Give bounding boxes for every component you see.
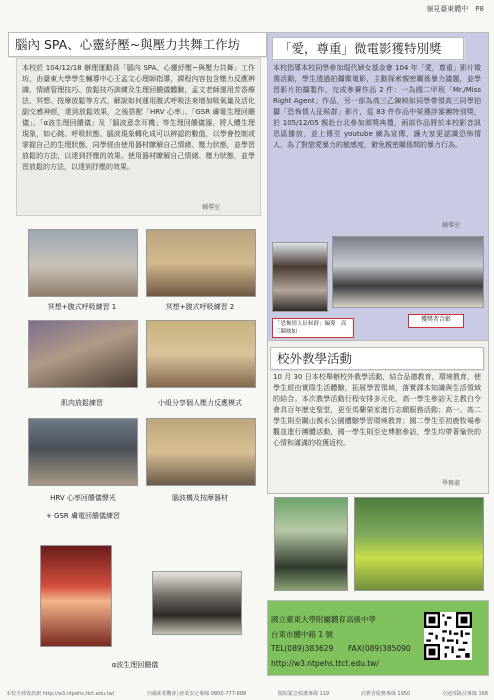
photo-breathing-2	[146, 229, 256, 297]
film-title: 「愛，尊重」微電影獲特別獎	[272, 37, 464, 60]
school-url[interactable]: http://w3.ntpehs.ttct.edu.tw/	[271, 659, 379, 668]
school-name: 國立臺東大學附屬體育高級中學	[271, 615, 376, 624]
workshop-text-box	[16, 58, 261, 216]
footer-traffic: 交通部路況專線 168	[441, 690, 488, 697]
photo-group-share	[146, 320, 256, 388]
photo-alpha-2	[152, 571, 242, 635]
caption-breathing-1: 冥想+腹式呼吸練習 1	[47, 303, 117, 311]
photo-hrv	[28, 418, 138, 486]
photo-brainwave	[146, 418, 256, 486]
caption-brainwave: 腦波機及按摩器材	[172, 494, 228, 502]
film-body: 本校指導本校同學參加現代婦女基金會 104 年「愛，尊重」影片徵選活動，學生透過拍攝微電影，主動探索親密關係暴力議題，並學習影片拍攝製作，完成參賽作品 2 件：一為國二甲班「Mr./Miss Right Agent」作品，另一部為高三乙陳映如同學帶領高三同學拍攝「恐怖情人征候群」影片，從 83 件作品中榮獲評審團特別獎，於 105/12/05 親赴台北參加頒獎典禮，兩部作品將於本校影音訊息區播放，並上傳至 youtube 廣為宣傳，讓大家更認識恐怖情人，為了對戀愛暴力的敏感度，避免親密關係間的暴力行為。	[273, 64, 481, 149]
photo-fieldtrip-1	[274, 497, 348, 591]
caption-group-share: 小組分享個人壓力反應模式	[158, 399, 242, 407]
photo-award-group	[332, 236, 484, 308]
workshop-author: 輔導室	[201, 204, 220, 211]
photo-fieldtrip-2	[354, 497, 484, 591]
footer-emergency: 醫院緊急救護專線 119	[277, 690, 330, 697]
photo-alpha-1	[40, 545, 112, 647]
photo-film-director	[272, 242, 328, 312]
caption-muscle-relax: 肌肉放鬆練習	[61, 399, 103, 407]
workshop-title: 腦內 SPA、心靈紓壓~與壓力共舞工作坊	[8, 32, 267, 57]
workshop-body: 本校於 104/12/18 辦理運動員「腦內 SPA、心靈紓壓~與壓力共舞」工作坊，由臺東大學學生輔導中心王孟文心理師指導，課程內容包含壓力反應辨識、情緒管理技巧、放鬆技巧訓練及生理回饋儀體驗，孟文老師運用芳香療法、冥想、按摩放鬆等方式，解說如何運用腹式呼吸法來增加吸氧量及活化副交感神經，達到放鬆效果，之後搭配「HRV 心率」、「GSR 膚電生理回饋儀」、「α波生理回饋儀」及「腦波意念耳機」等生理回饋儀器，將人體生理現象，如心跳、呼吸狀態、腦波現象轉化成可以辨認的數值，以學會控制或掌握自己的生理狀態，同學經由使用器材瞭解自己情緒、壓力狀態，並學習放鬆的方法，以達到抒壓的效果。使用器材瞭解自己情緒、壓力狀態，並學習放鬆的方法，以達到抒壓的效果。	[22, 64, 255, 171]
school-address: 台東市體中路 1 號	[271, 630, 334, 639]
caption-alpha: α波生理回饋儀	[111, 661, 159, 669]
qr-code-icon	[424, 612, 472, 660]
page-footer	[0, 686, 494, 700]
caption-gsr: + GSR 膚電回饋儀練習	[45, 512, 121, 520]
page-header: 嶺見臺東體中 P8	[426, 5, 484, 13]
caption-award-group: 獲獎者合影	[408, 314, 464, 328]
photo-breathing-1	[28, 229, 138, 297]
photo-muscle-relax	[28, 320, 138, 388]
fieldtrip-body: 10 月 30 日本校舉辦校外教學活動，結合品德教育，環境教育，使學生經由實際生活體驗，拓展學習領域，落實課本知識與生活領域的結合。本次教學活動行程安排多元化，高一學生參訪天主教白令會具百年歷史聖堂，更至馬蘭榮家進行志願服務活動；高一、高二學生則至關山親水公園體驗學習環境教育；國二學生至初鹿牧場參觀並進行團體活動，國一學生則至史博館參訪，學生均帶著愉快的心情和滿滿的收獲返校。	[273, 373, 481, 447]
footer-employment: 全國就業機會│就業安定專線 0800-777-888	[146, 690, 247, 697]
caption-breathing-2: 冥想+腹式呼吸練習 2	[165, 303, 235, 311]
school-fax: FAX(089)385090	[348, 644, 411, 653]
caption-film-director: 「恐怖情人征候群」編導 高三陳映如	[272, 318, 354, 338]
school-tel: TEL(089)383629	[271, 644, 334, 653]
fieldtrip-author: 學務處	[441, 480, 460, 487]
fieldtrip-title: 校外教學活動	[270, 347, 484, 370]
film-author: 輔導室	[441, 222, 460, 229]
caption-hrv: HRV 心率回饋儀聲光	[50, 494, 116, 502]
footer-consumer: 消費者服務專線 1950	[360, 690, 411, 697]
footer-website[interactable]: 本校全球資訊網 http://w3.ntpehs.ttct.edu.tw/	[6, 690, 115, 697]
